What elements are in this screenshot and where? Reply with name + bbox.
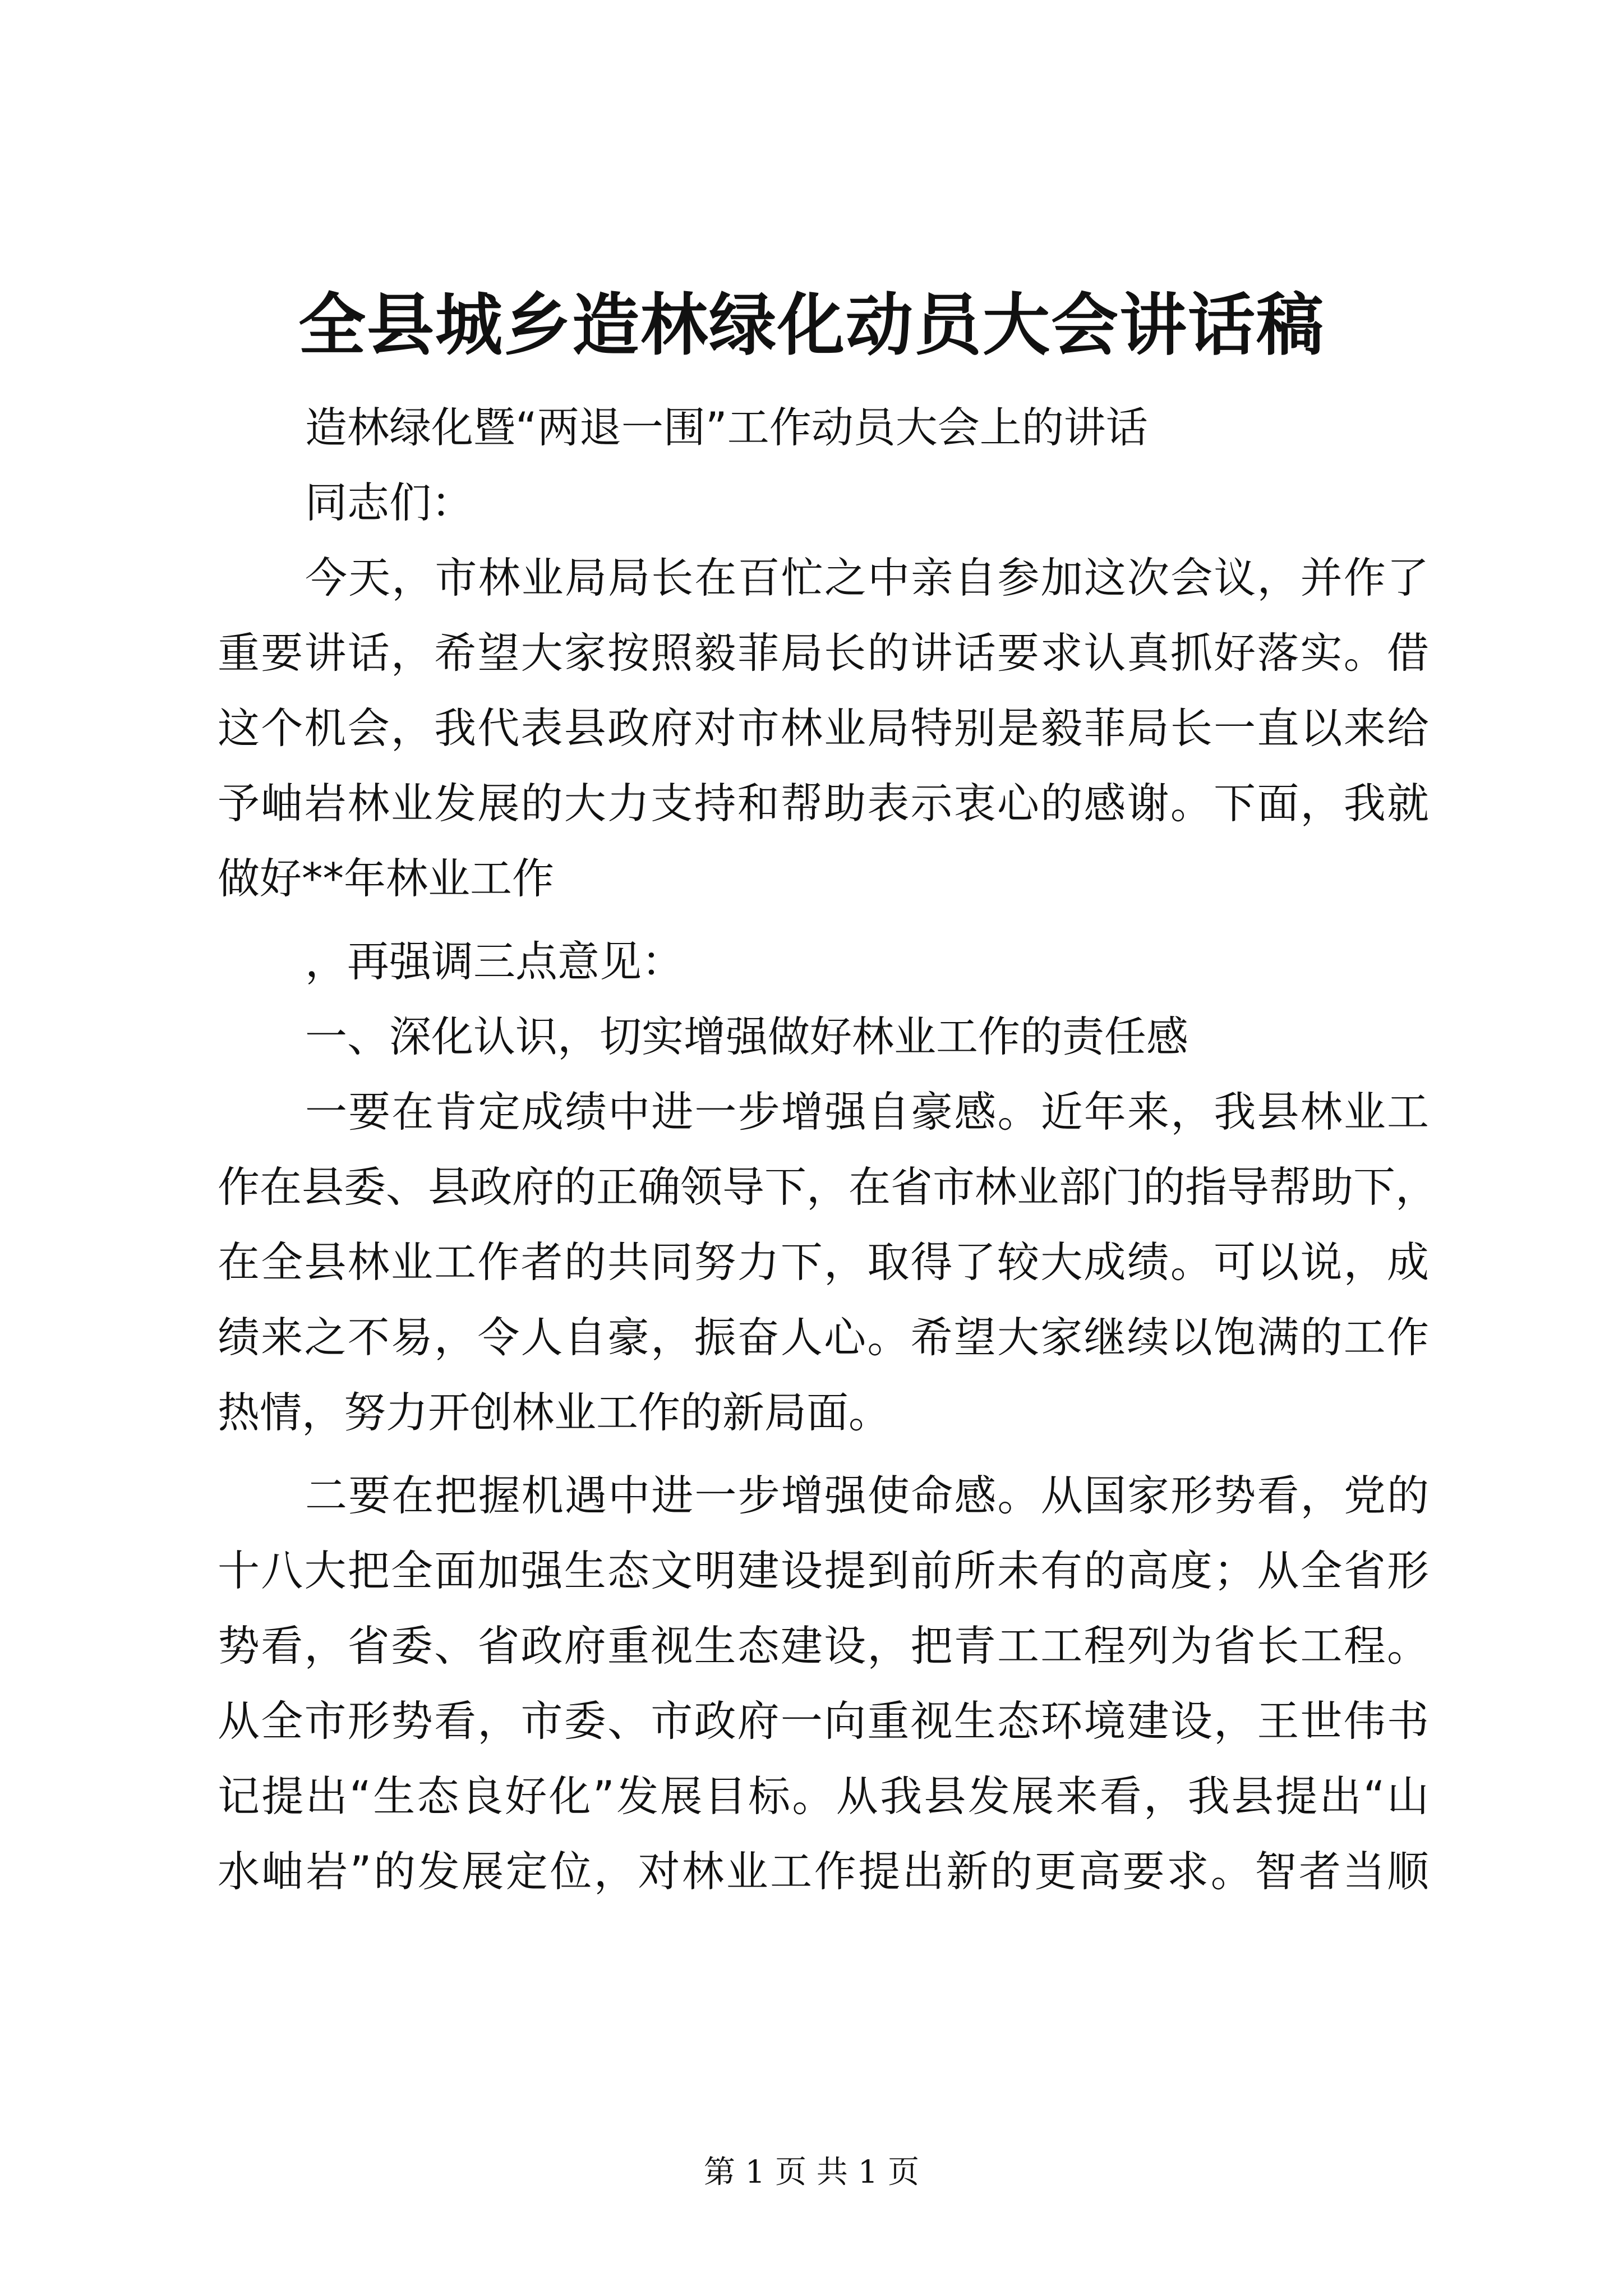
paragraph-achievements	[218, 1074, 1438, 1450]
paragraph-line: 予岫岩林业发展的大力支持和帮助表示衷心的感谢。下面，我就	[218, 779, 1429, 828]
paragraph-opportunities	[218, 1458, 1429, 1909]
document-title: 全县城乡造林绿化动员大会讲话稿	[298, 286, 1325, 365]
paragraph-line: 绩来之不易，令人自豪，振奋人心。希望大家继续以饱满的工作	[218, 1313, 1429, 1362]
section-heading-1: 一、深化认识，切实增强做好林业工作的责任感	[305, 1012, 1189, 1061]
salutation: 同志们：	[305, 478, 474, 527]
paragraph-line: 水岫岩”的发展定位，对林业工作提出新的更高要求。智者当顺	[218, 1847, 1429, 1896]
paragraph-opening	[218, 540, 1429, 916]
paragraph-line: 势看，省委、省政府重视生态建设，把青工工程列为省长工程。	[218, 1621, 1429, 1671]
paragraph-continuation: ，再强调三点意见：	[305, 937, 684, 986]
paragraph-line: 在全县林业工作者的共同努力下，取得了较大成绩。可以说，成	[218, 1237, 1429, 1287]
document-body	[218, 390, 1438, 1909]
subtitle: 造林绿化暨“两退一围”工作动员大会上的讲话	[305, 403, 1148, 452]
paragraph-line: 一要在肯定成绩中进一步增强自豪感。近年来，我县林业工	[305, 1087, 1429, 1137]
paragraph-line: 作在县委、县政府的正确领导下，在省市林业部门的指导帮助下，	[218, 1162, 1438, 1212]
paragraph-line: 记提出“生态良好化”发展目标。从我县发展来看，我县提出“山	[218, 1772, 1429, 1821]
paragraph-line: 二要在把握机遇中进一步增强使命感。从国家形势看，党的	[305, 1471, 1429, 1520]
paragraph-line: 这个机会，我代表县政府对市林业局特别是毅菲局长一直以来给	[218, 703, 1429, 753]
paragraph-line: 从全市形势看，市委、市政府一向重视生态环境建设，王世伟书	[218, 1696, 1429, 1746]
paragraph-line: 热情，努力开创林业工作的新局面。	[218, 1388, 891, 1437]
paragraph-line: 做好**年林业工作	[218, 854, 555, 903]
paragraph-line: 今天，市林业局局长在百忙之中亲自参加这次会议，并作了	[305, 553, 1429, 602]
paragraph-line: 十八大把全面加强生态文明建设提到前所未有的高度；从全省形	[218, 1546, 1429, 1595]
page-footer: 第 1 页 共 1 页	[703, 2154, 920, 2191]
paragraph-line: 重要讲话，希望大家按照毅菲局长的讲话要求认真抓好落实。借	[218, 628, 1429, 678]
